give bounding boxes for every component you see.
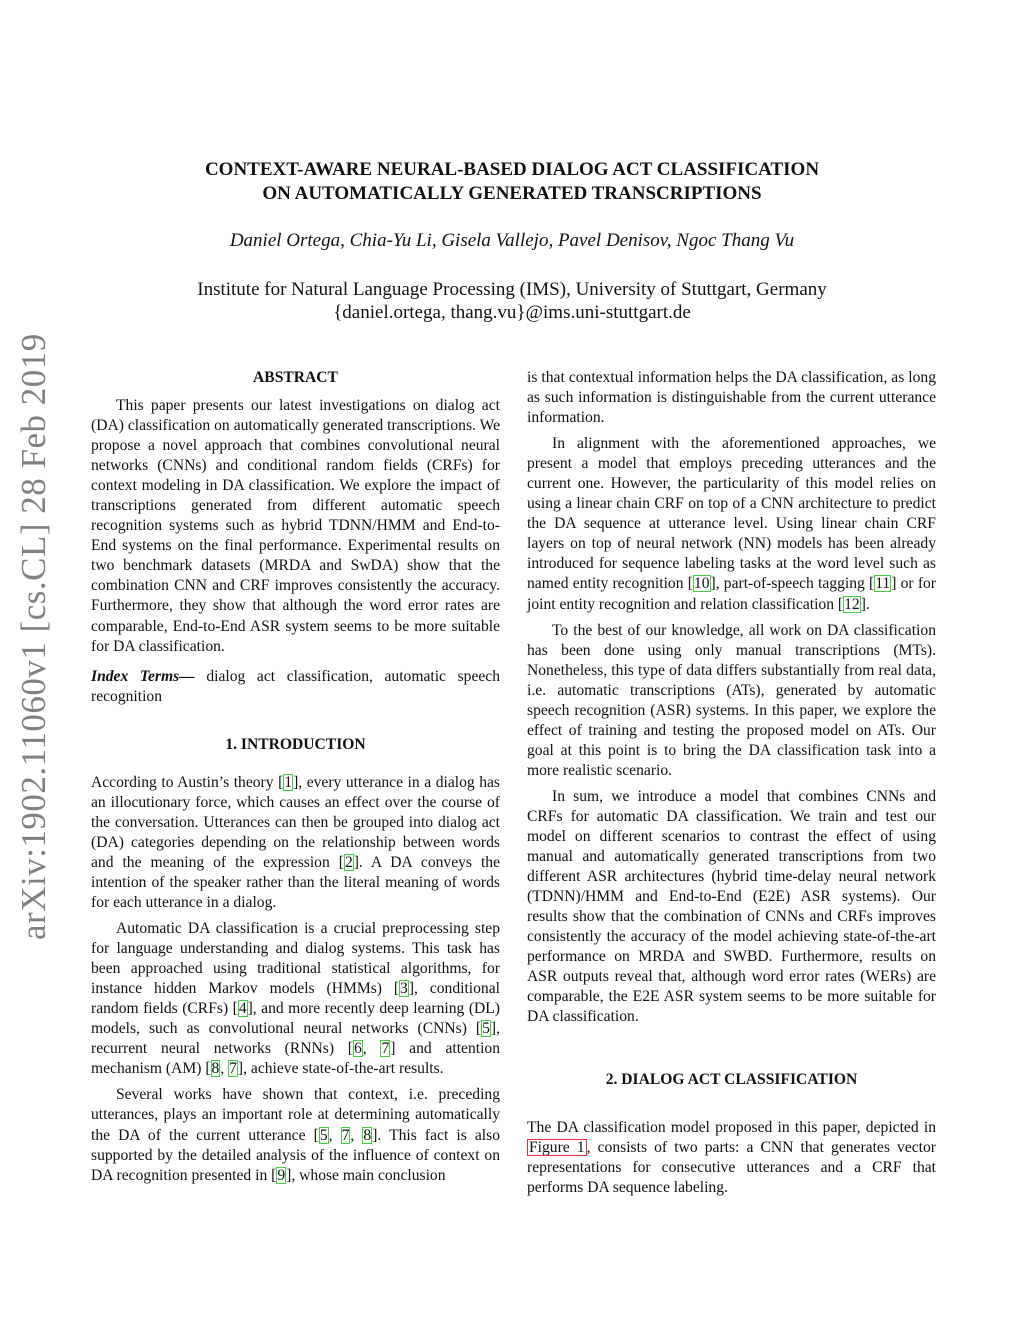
intro-paragraph-4 [527, 434, 936, 614]
title-line-1: CONTEXT-AWARE NEURAL-BASED DIALOG ACT CLASSIFICATION [204, 159, 820, 180]
author-list: Daniel Ortega, Chia-Yu Li, Gisela Vallejo, Pavel Denisov, Ngoc Thang Vu [229, 230, 795, 251]
citation-link[interactable]: 6 [353, 1040, 362, 1058]
email-addresses: {daniel.ortega, thang.vu}@ims.uni-stuttgart.de [333, 302, 691, 323]
citation-link[interactable]: 12 [844, 595, 860, 613]
institute: Institute for Natural Language Processing (IMS), University of Stuttgart, Germany [197, 279, 827, 300]
abstract-heading: ABSTRACT [253, 369, 338, 386]
text-run: Several works have shown that context, i.e. preceding utterances, plays an important role at determining automatically the DA of the current utterance [ [91, 1086, 500, 1144]
dialog-act-classification-heading: 2. DIALOG ACT CLASSIFICATION [605, 1070, 858, 1088]
intro-paragraph-1 [91, 773, 500, 913]
intro-paragraph-6: In sum, we introduce a model that combines CNNs and CRFs for automatic DA classification. We train and test our model on different scenarios to contrast the effect of using manual and automatically generated transcriptions from two different ASR architectures (hybrid time-delay neural network (TDNN)/HMM and End-to-End (E2E) ASR systems). Our results show that the combination of CNNs and CRFs improves consistently the accuracy of the model achieving state-of-the-art performance on MRDA and SWBD. Furthermore, results on ASR outputs reveal that, although word error rates (WERs) are comparable, the E2E ASR system seems to be more suitable for DA classification. [527, 787, 936, 1026]
intro-paragraph-5: To the best of our knowledge, all work on DA classification has been done using only manual transcriptions (MTs). Nonetheless, this type of data differs substantially from real data, i.e. automatic transcriptions (ATs), generated by automatic speech recognition (ASR) systems. In this paper, we explore the effect of training and testing the proposed model on ATs. Our goal at this point is to bring the DA classification task into a more realistic scenario. [527, 621, 936, 779]
abstract-text: This paper presents our latest investigations on dialog act (DA) classification on automatically generated transcriptions. We propose a novel approach that combines convolutional neural networks (CNNs) and conditional random fields (CRFs) for context modeling in DA classification. We explore the impact of transcriptions generated from different automatic speech recognition systems such as hybrid TDNN/HMM and End-to-End systems on the final performance. Experimental results on two benchmark datasets (MRDA and SwDA) show that the combination CNN and CRF improves consistently the accuracy. Furthermore, they show that although the word error rates are comparable, End-to-End ASR system seems to be more suitable for DA classification. [91, 397, 500, 655]
introduction-heading: 1. INTRODUCTION [225, 735, 366, 753]
text-run: ]. This fact is also supported by the detailed analysis of the influence of context on DA recognition presented in [ [91, 1126, 501, 1184]
right-column [527, 368, 936, 1204]
citation-link[interactable]: 5 [319, 1126, 328, 1144]
text-run: ] and attention mechanism (AM) [ [91, 1040, 501, 1078]
text-run: ], every utterance in a dialog has an illocutionary force, which causes an effect over the course of the conversation. Utterances can then be grouped into dialog act (DA) categories depending on the relationship between words and the meaning of the expression [ [91, 773, 501, 871]
index-terms [91, 667, 500, 707]
citation-link[interactable]: 8 [211, 1060, 220, 1078]
dac-paragraph-1 [527, 1118, 936, 1198]
text-run: ], and more recently deep learning (DL) models, such as convolutional neural networks (CNNs) [ [91, 1000, 500, 1038]
citation-link[interactable]: 7 [341, 1126, 350, 1144]
arxiv-identifier: arXiv:1902.11060v1 [cs.CL] 28 Feb 2019 [14, 333, 53, 940]
text-run: Automatic DA classification is a crucial preprocessing step for language understanding and dialog systems. This task has been approached using traditional statistical algorithms, for instance hidden Markov models (HMMs) [ [91, 920, 500, 998]
citation-link[interactable]: 4 [238, 1000, 247, 1018]
text-run: ] or for joint entity recognition and relation classification [ [527, 575, 937, 613]
text-run: , [362, 1040, 381, 1058]
text-run: , [220, 1060, 229, 1078]
citation-link[interactable]: 8 [363, 1126, 372, 1144]
text-run: , consists of two parts: a CNN that generates vector representations for consecutive utterances and a CRF that performs DA sequence labeling. [527, 1138, 936, 1196]
text-run: ], whose main conclusion [286, 1166, 446, 1184]
citation-link[interactable]: 3 [400, 980, 408, 998]
text-run: ], recurrent neural networks (RNNs) [ [91, 1020, 500, 1058]
affiliation [0, 278, 1024, 324]
text-run: ], part-of-speech tagging [ [710, 575, 875, 593]
citation-link[interactable]: 7 [381, 1040, 390, 1058]
title-line-2: ON AUTOMATICALLY GENERATED TRANSCRIPTIONS [262, 183, 762, 204]
citation-link[interactable]: 9 [277, 1166, 286, 1184]
intro-paragraph-2 [91, 919, 500, 1079]
paper-title [0, 158, 1024, 206]
index-terms-label: Index Terms— [91, 667, 195, 685]
text-run: ], achieve state-of-the-art results. [237, 1060, 444, 1078]
text-run: , [350, 1126, 363, 1144]
citation-link[interactable]: 2 [344, 853, 353, 871]
text-run: In alignment with the aforementioned approaches, we present a model that employs preceding utterances and the current one. However, the particularity of this model relies on using a linear chain CRF on top of a CNN architecture to predict the DA sequence at utterance level. Using linear chain CRF layers on top of neural network (NN) models has been already introduced for sequence labeling tasks at the word level such as named entity recognition [ [527, 435, 936, 593]
citation-link[interactable]: 10 [693, 575, 710, 593]
text-run: ]. A DA conveys the intention of the speaker rather than the literal meaning of words for each utterance in a dialog. [91, 853, 501, 911]
intro-paragraph-3-continued: is that contextual information helps the DA classification, as long as such information is distinguishable from the current utterance information. [527, 369, 936, 427]
text-run: According to Austin’s theory [ [91, 773, 284, 791]
left-column [91, 368, 500, 1192]
text-run: The DA classification model proposed in this paper, depicted in [527, 1118, 936, 1136]
text-run: ], conditional random fields (CRFs) [ [91, 980, 500, 1018]
citation-link[interactable]: 5 [482, 1020, 490, 1038]
text-run: ]. [860, 595, 870, 613]
index-terms-text: dialog act classification, automatic speech recognition [91, 667, 501, 705]
figure-link[interactable]: Figure 1 [529, 1138, 585, 1156]
citation-link[interactable]: 7 [229, 1060, 237, 1078]
citation-link[interactable]: 1 [284, 773, 293, 791]
text-run: , [328, 1126, 341, 1144]
intro-paragraph-3 [91, 1085, 500, 1185]
citation-link[interactable]: 11 [875, 575, 891, 593]
